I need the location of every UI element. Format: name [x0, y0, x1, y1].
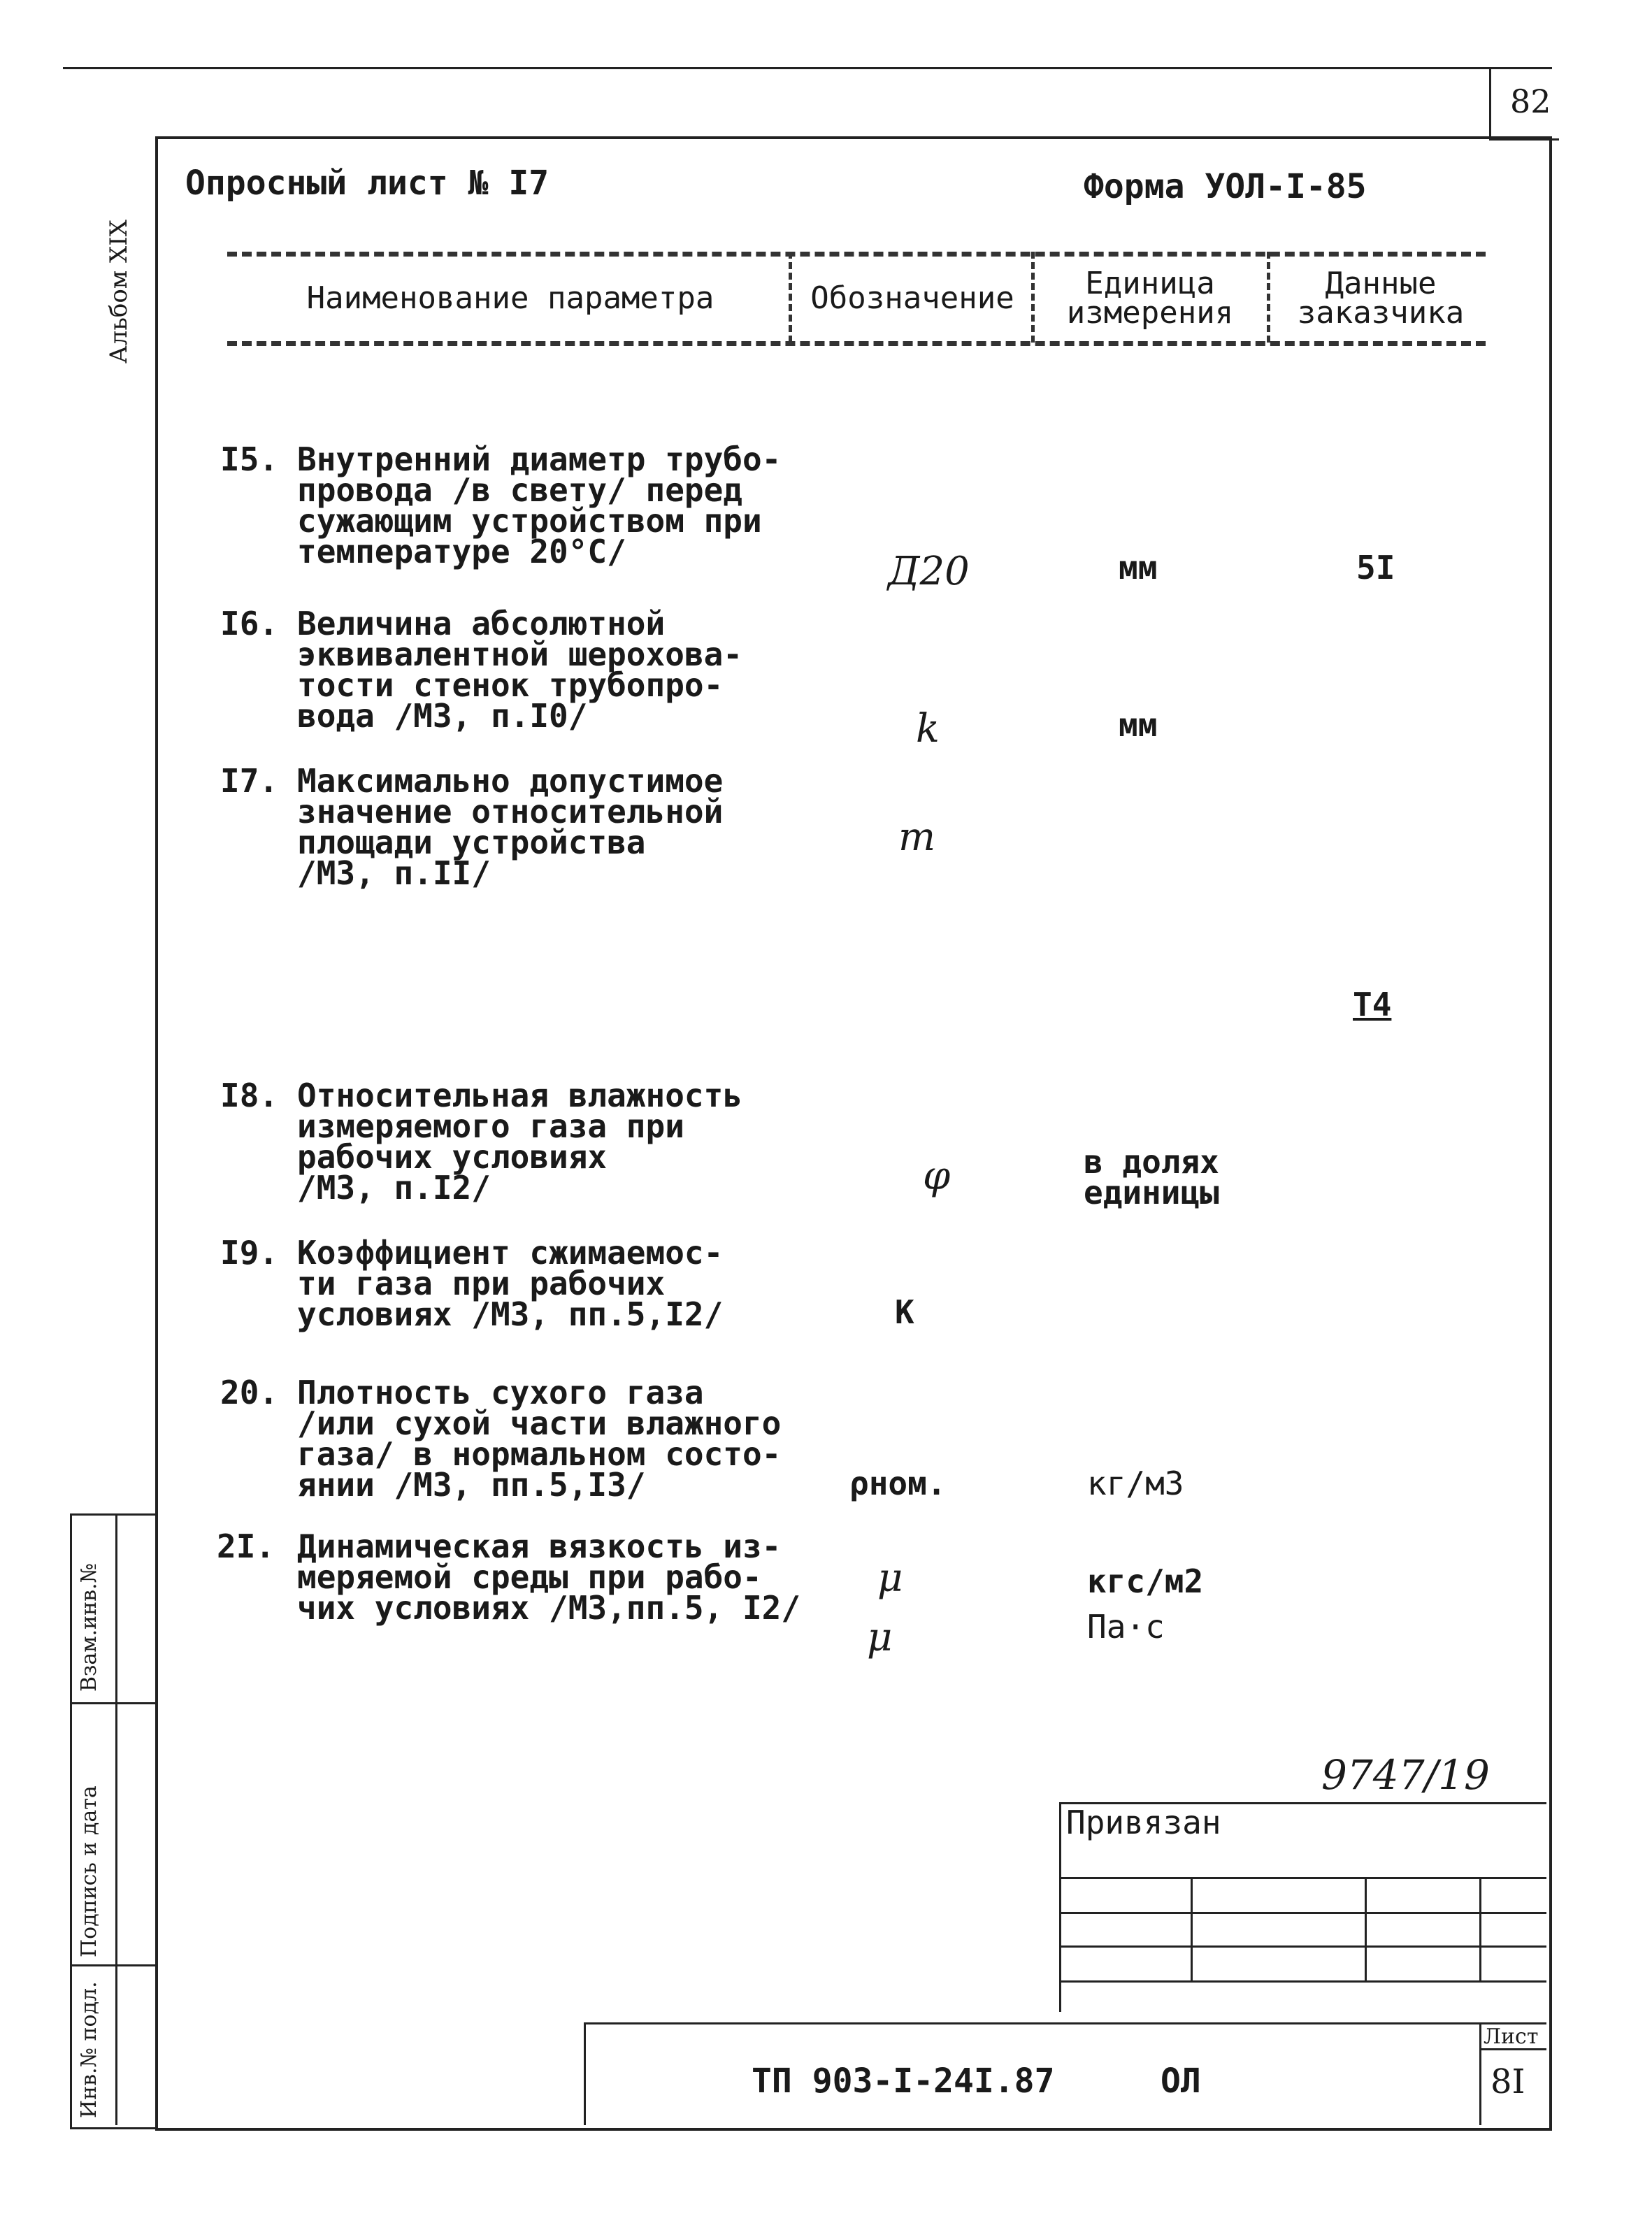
left-margin-divider — [115, 1513, 117, 2125]
col-unit: Единица измерения — [1066, 266, 1234, 331]
row-text: Плотность сухого газа /или сухой части влажного газа/ в нормальном состо- янии /М3, пп.5,I3/ — [297, 1374, 782, 1504]
row-symbol: μ — [877, 1555, 903, 1601]
col-parameter: Наименование параметра — [306, 280, 714, 316]
stamp-line-3 — [1059, 1945, 1546, 1948]
margin-podpis: Подпись и дата — [77, 1785, 101, 1957]
handwritten-number: 9747/19 — [1321, 1751, 1490, 1799]
form-label: Форма УОЛ-I-85 — [1084, 167, 1367, 206]
row-symbol: Д20 — [888, 549, 970, 594]
questionnaire-title: Опросный лист № I7 — [185, 164, 550, 203]
row-unit: мм — [1119, 706, 1158, 744]
left-margin-line-1 — [70, 1702, 155, 1704]
row-num: 2I. — [217, 1527, 275, 1565]
row-num: I7. — [220, 762, 279, 800]
row-symbol-2: μ — [867, 1615, 893, 1660]
doc-code: ТП 903-I-24I.87 — [752, 2062, 1055, 2101]
row-unit-2: Па·с — [1087, 1608, 1165, 1646]
page-number-box-left — [1489, 67, 1491, 140]
note-t4: Т4 — [1353, 986, 1392, 1023]
row-text: Внутренний диаметр трубо- провода /в свету/ перед сужающим устройством при температуре 20°С/ — [297, 440, 782, 570]
stamp-vline-1 — [1191, 1877, 1193, 1982]
left-margin-line-2 — [70, 1964, 155, 1966]
page-number-top: 82 — [1510, 82, 1551, 120]
row-unit: кгс/м2 — [1087, 1562, 1204, 1600]
col-symbol: Обозначение — [810, 280, 1014, 316]
row-symbol: k — [916, 706, 940, 751]
top-border-line — [63, 67, 1552, 69]
stamp-line-1 — [1059, 1877, 1546, 1879]
stamp-vline-2 — [1365, 1877, 1367, 1982]
row-num: 20. — [220, 1374, 279, 1411]
stamp-privyazan: Привязан — [1066, 1804, 1221, 1841]
margin-inv: Инв.№ подл. — [77, 1981, 101, 2118]
row-num: I6. — [220, 605, 279, 642]
row-text: Коэффициент сжимаемос- ти газа при рабочих условиях /М3, пп.5,I2/ — [297, 1234, 724, 1333]
row-text: Динамическая вязкость из- меряемой среды при рабо- чих условиях /М3,пп.5, I2/ — [297, 1527, 801, 1627]
row-num: I9. — [220, 1234, 279, 1272]
row-unit: мм — [1119, 549, 1158, 587]
album-label: Альбом XIX — [105, 220, 133, 364]
row-value: 5I — [1356, 549, 1395, 587]
row-symbol: m — [898, 814, 936, 860]
sheet-box-left — [1479, 2022, 1481, 2125]
stamp-line-4 — [1059, 1980, 1546, 1983]
row-unit: кг/м3 — [1087, 1465, 1184, 1502]
row-text: Величина абсолютной эквивалентной шерохова- тости стенок трубопро- вода /М3, п.I0/ — [297, 605, 742, 735]
row-symbol: К — [895, 1293, 914, 1331]
sheet-label: Лист — [1484, 2024, 1539, 2049]
header-dash-top — [227, 252, 1486, 257]
header-dash-bottom — [227, 341, 1486, 346]
stamp-vline-3 — [1479, 1877, 1481, 1982]
col-customer-data: Данные заказчика — [1297, 266, 1465, 331]
titleblock-left-line — [584, 2022, 586, 2125]
sheet-number: 8I — [1491, 2062, 1525, 2101]
row-text: Максимально допустимое значение относительной площади устройства /М3, п.II/ — [297, 762, 724, 892]
row-symbol: ρном. — [849, 1465, 947, 1502]
header-sep-1 — [789, 252, 792, 343]
doc-suffix: ОЛ — [1161, 2062, 1201, 2101]
stamp-line-2 — [1059, 1912, 1546, 1914]
row-num: I5. — [220, 440, 279, 478]
margin-vzam: Взам.инв.№ — [77, 1563, 101, 1692]
row-num: I8. — [220, 1077, 279, 1114]
row-text: Относительная влажность измеряемого газа при рабочих условиях /М3, п.I2/ — [297, 1077, 742, 1207]
row-symbol: φ — [923, 1153, 951, 1199]
row-unit: в долях единицы — [1084, 1143, 1219, 1211]
titleblock-top-line — [584, 2022, 1546, 2024]
